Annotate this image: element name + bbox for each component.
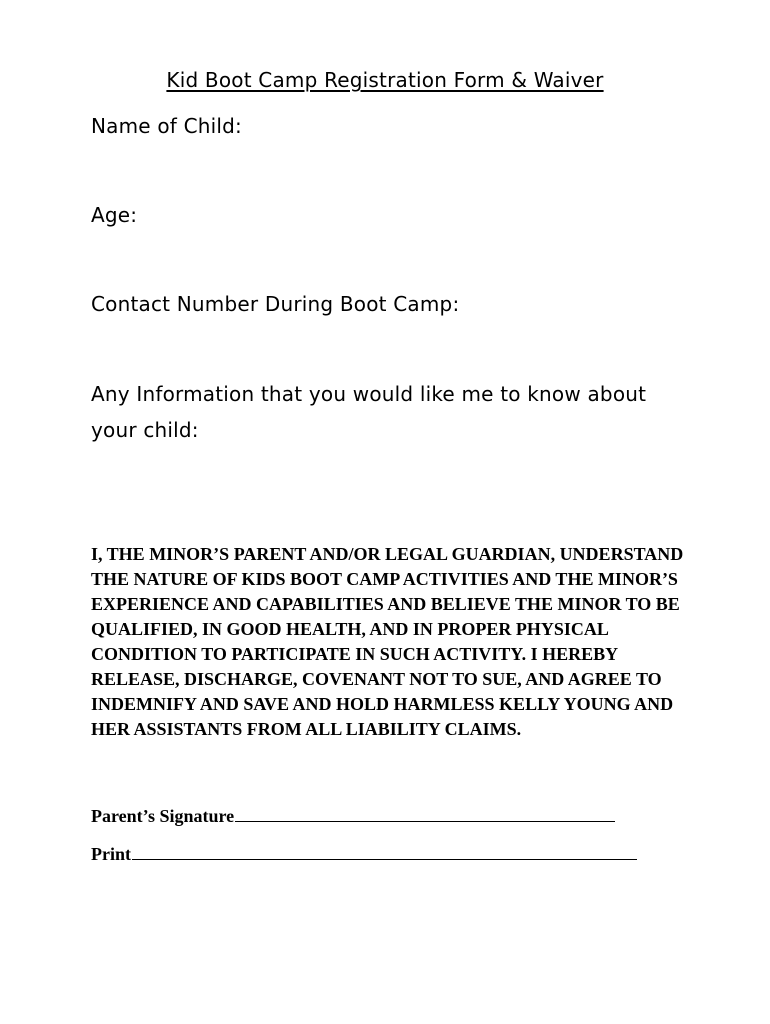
age-label: Age: bbox=[91, 203, 138, 227]
contact-number-label: Contact Number During Boot Camp: bbox=[91, 292, 460, 316]
waiver-text: I, THE MINOR’S PARENT AND/OR LEGAL GUARDIAN, UNDERSTAND THE NATURE OF KIDS BOOT CAMP ACTIVITIES AND THE MINOR’S EXPERIENCE AND CAPABILITIES AND BELIEVE THE MINOR TO BE QUALIFIED, IN GOOD HEALTH, AND IN PROPER PHYSICAL CONDITION TO PARTICIPATE IN SUCH ACTIVITY. I HEREBY RELEASE, DISCHARGE, COVENANT NOT TO SUE, AND AGREE TO INDEMNIFY AND SAVE AND HOLD HARMLESS KELLY YOUNG AND HER ASSISTANTS FROM ALL LIABILITY CLAIMS. bbox=[91, 544, 684, 739]
page-title: Kid Boot Camp Registration Form & Waiver bbox=[166, 68, 604, 92]
print-name-label: Print bbox=[91, 844, 131, 864]
print-name-blank[interactable] bbox=[132, 842, 637, 860]
child-info-label: Any Information that you would like me to know about your child: bbox=[91, 382, 647, 442]
print-name-line bbox=[91, 842, 637, 866]
parent-signature-label: Parent’s Signature bbox=[91, 806, 235, 826]
parent-signature-line bbox=[91, 804, 615, 828]
child-name-label: Name of Child: bbox=[91, 114, 242, 138]
parent-signature-blank[interactable] bbox=[235, 804, 615, 822]
